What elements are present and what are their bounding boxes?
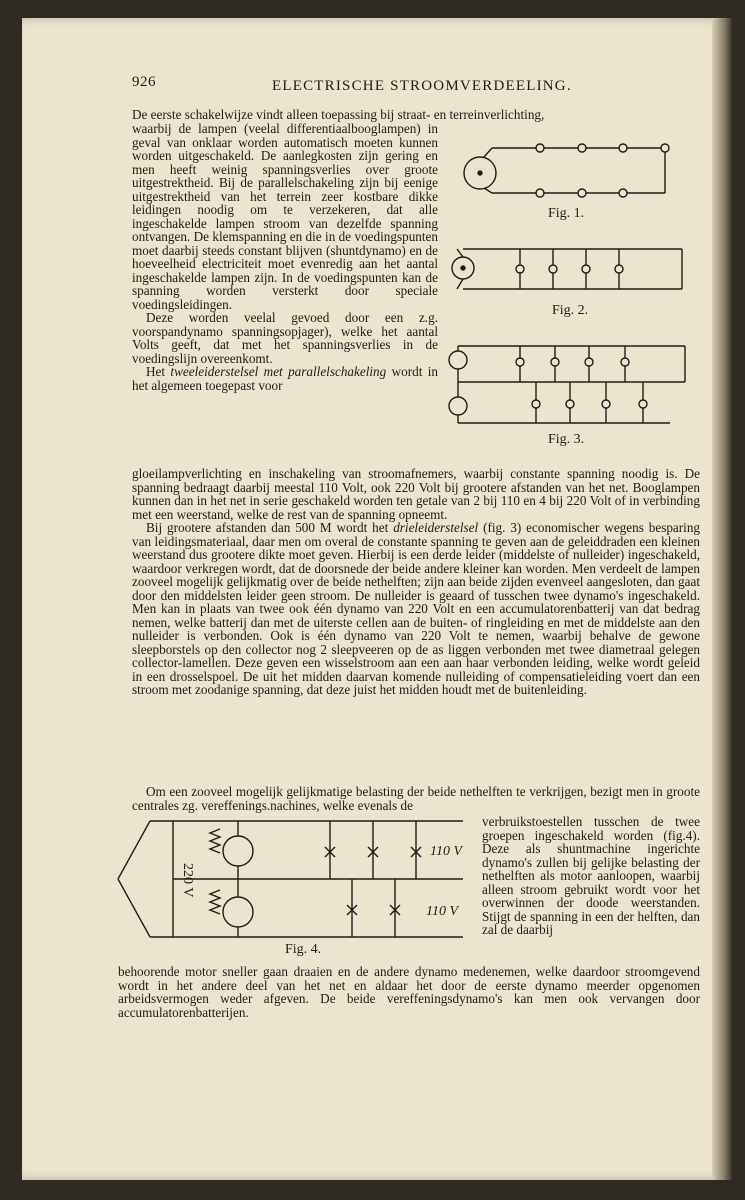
lead-paragraph: De eerste schakelwijze vindt alleen toepassing bij straat- en terreinverlichting, bbox=[132, 107, 545, 122]
figure-4 bbox=[118, 815, 468, 945]
paragraph-vereffening: Om een zooveel mogelijk gelijkmatige belasting der beide nethelften te verkrijgen, bezigt men in groote centrales zg. vereffenings.nachines, welke evenals de bbox=[132, 784, 700, 813]
drieleider-term: drieleiderstelsel bbox=[393, 520, 479, 535]
figure-3-caption: Fig. 3. bbox=[548, 432, 585, 447]
figure-2 bbox=[452, 244, 692, 304]
figure-2-caption: Fig. 2. bbox=[552, 303, 589, 318]
figure-1-caption: Fig. 1. bbox=[548, 206, 585, 221]
paragraph-voorspandynamo: Deze worden veelal gevoed door een z.g. voorspandynamo spanningsopjager), welke het aantal Volts geeft, dat met het spanningsverlies in de voedingslijn overeenkomt. bbox=[132, 310, 438, 366]
drieleider-lead: Bij grootere afstanden dan 500 M wordt het bbox=[146, 520, 389, 535]
tweeleider-term: tweeleiderstelsel met parallelschakeling bbox=[170, 364, 387, 379]
figure-4-upper-voltage: 110 V bbox=[430, 844, 463, 859]
figure-4-lower-voltage: 110 V bbox=[426, 904, 459, 919]
figure-4-caption: Fig. 4. bbox=[285, 942, 322, 957]
narrow-column-2 bbox=[482, 815, 700, 937]
figure-4-diagram bbox=[118, 815, 468, 945]
page-number: 926 bbox=[132, 74, 156, 90]
figure-3-diagram bbox=[445, 338, 695, 433]
paragraph-parallel: waarbij de lampen (veelal differentiaalbooglampen) in geval van onklaar worden automatisch moeten kunnen worden uitgeschakeld. De aanlegkosten zijn gering en men heeft weinig spanningsverlies over groote uitgestrektheid. Bij de parallelschakeling zijn bij eenige uitgestrektheid van het terrein zeer kostbare dikke leidingen noodig om te verzekeren, dat alle ingeschakelde lampen stroom van dezelfde spanning ontvangen. De klemspanning en die in de voedingspunten moet daarbij steeds constant blijven (shuntdynamo) en de hoeveelheid electriciteit moet evenredig aan het aantal ingeschakelde lampen zijn. In de voedingspunten kan de spanning worden versterkt door speciale voedingsleidingen. bbox=[132, 121, 438, 312]
narrow-column bbox=[132, 122, 438, 392]
lead-line bbox=[132, 108, 716, 122]
figure-2-diagram bbox=[452, 244, 692, 304]
paragraph-tweeleider bbox=[132, 365, 438, 392]
running-title: ELECTRISCHE STROOMVERDEELING. bbox=[272, 78, 572, 94]
paragraph-drieleider bbox=[132, 521, 700, 697]
paragraph-gloeilamp: gloeilampverlichting en inschakeling van stroomafnemers, waarbij constante spanning noodig is. De spanning bedraagt daarbij meestal 110 Volt, ook 220 Volt bij grootere afstanden van het net. Booglampen kunnen dan in het net in serie geschakeld worden ten getale van 2 bij 110 en 4 bij 220 Volt of in verbinding met een weerstand, welke de rest van de spanning opneemt. bbox=[132, 466, 700, 522]
tail-paragraph bbox=[132, 785, 700, 812]
figure-3 bbox=[445, 338, 695, 433]
figure-4-total-voltage: 220 V bbox=[180, 863, 195, 898]
drieleider-rest: (fig. 3) economischer wegens besparing van leidingsmateriaal, daar men om overal de constante spanning te geven aan de geleiddraden een kleinen weerstand dus grootere dikte moet geven. Hierbij is een derde leider (middelste of nulleider) ingeschakeld, waardoor verkregen wordt, dat de doorsnede der beide andere kleiner kan worden. Men verdeelt de lampen zooveel mogelijk gelijkmatig over de beide nethelften; zijn aan beide zijden evenveel aangesloten, dan gaat door den middelsten leider geen stroom. De nulleider is geaard of tusschen twee dynamo's ingeschakeld. Men kan in plaats van twee ook één dynamo van 220 Volt en een accumulatorenbatterij van dat bedrag nemen, welke batterij dan met de uiterste cellen aan de buiten- of ringleiding en met de middelste aan den nulleider is verbonden. Ook is één dynamo van 220 Volt te nemen, waarbij behalve de gewone sleepborstels op den collector nog 2 sleepveeren op de as liggen verbonden met twee diametraal gelegen collector-lamellen. Deze geven een wisselstroom aan een aan haar verbonden leiding, welke wordt geleid in een drosselspoel. De uit het midden daarvan komende nulleiding of compensatieleiding voert dan een stroom met zoodanige spanning, dat deze juist het midden houdt met de buitenleiding. bbox=[132, 520, 701, 697]
paragraph-verbruik: verbruikstoestellen tusschen de twee groepen ingeschakeld worden (fig.4). Deze als shuntmachine ingerichte dynamo's zullen bij gelijke belasting der nethelften als motor aanloopen, waarbij alleen stroom gebruikt wordt voor het overwinnen der doode weerstanden. Stijgt de spanning in een der helften, dan zal de daarbij bbox=[482, 814, 700, 937]
tweeleider-lead: Het bbox=[146, 364, 166, 379]
full-column bbox=[132, 467, 700, 697]
tail-paragraph-2 bbox=[118, 965, 700, 1019]
page-edge bbox=[712, 18, 732, 1180]
tweeleider-rest: wordt in het algemeen toegepast voor bbox=[132, 364, 439, 393]
paragraph-motor: behoorende motor sneller gaan draaien en de andere dynamo medenemen, welke daardoor stroomgevend wordt in het andere deel van het net en aldaar het door de eerste dynamo meerder opgenomen arbeidsvermogen weder afgeven. De beide vereffeningsdynamo's kan men ook vervangen door accumulatorenbatterijen. bbox=[118, 964, 700, 1020]
